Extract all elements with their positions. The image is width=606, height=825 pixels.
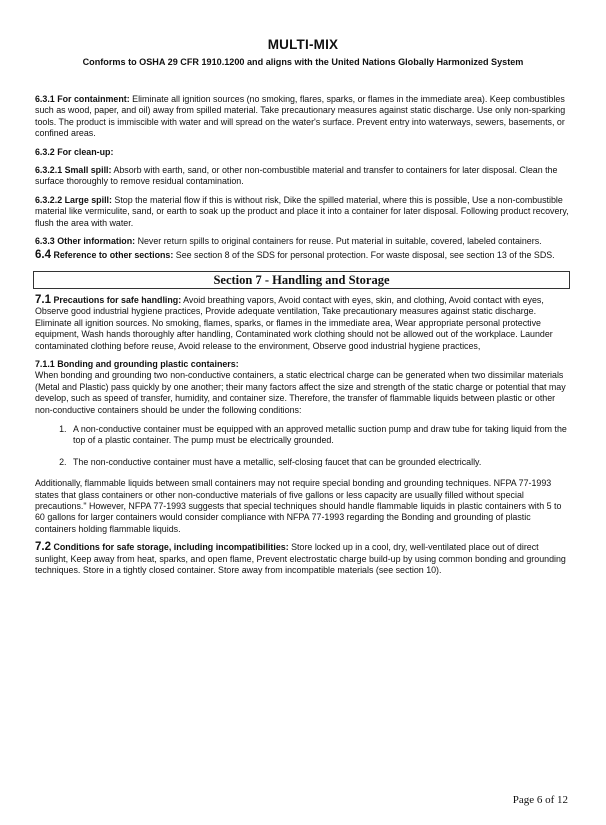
section-6-3-2-2	[35, 195, 570, 229]
section-7-2	[35, 542, 570, 576]
section-6-3-2	[35, 147, 570, 158]
section-6-4	[35, 250, 570, 261]
section-6-4-number: 6.4	[35, 249, 51, 262]
section-7-1	[35, 295, 570, 352]
section-7-1-1-additional: Additionally, flammable liquids between small containers may not require special bonding and grounding techniques. NFPA 77-1993 states that glass containers or other non-conductive materials of five gallons or less capacity are usually filled without special precautions." However, NFPA 77-1993 suggests that special techniques should handle flammable liquids in plastic containers with 5 to 60 gallons for larger containers would consider compliance with NFPA 77-1993 regarding the Bonding and grounding of plastic containers holding flammable liquids.	[35, 478, 562, 534]
section-6-3-2-1	[35, 165, 570, 188]
section-6-3-2-1-text: Absorb with earth, sand, or other non-combustible material and transfer to containers for later disposal. Clean the surface thoroughly to remove residual contamination.	[35, 165, 558, 187]
section-6-4-text: See section 8 of the SDS for personal protection. For waste disposal, see section 13 of the SDS.	[173, 250, 555, 261]
section-6-4-heading: Reference to other sections:	[51, 250, 174, 261]
section-7-1-number: 7.1	[35, 293, 51, 306]
section-7-2-heading: Conditions for safe storage, including incompatibilities:	[51, 542, 289, 553]
section-6-3-2-2-heading: 6.3.2.2 Large spill:	[35, 194, 112, 205]
list-item: 2. The non-conductive container must have a metallic, self-closing faucet that can be grounded electrically.	[69, 457, 570, 468]
section-7-1-text: Avoid breathing vapors, Avoid contact with eyes, skin, and clothing, Avoid contact with eyes, Observe good industrial hygiene practices, Provide adequate ventilation, Take precautionary measures against static discharge. Eliminate all ignition sources. No smoking, flames, sparks, or flames in the immediate area, Wear appropriate personal protective equipment, Wash hands thoroughly after handling, Contaminated work clothing should not be allowed out of the workplace. Launder contaminated clothing before reuse, Avoid release to the environment, Observe good industrial hygiene practices,	[35, 294, 553, 351]
section-6-3-2-heading: 6.3.2 For clean-up:	[35, 146, 114, 157]
section-6-3-3	[35, 236, 570, 247]
conditions-list	[35, 424, 570, 468]
document-subtitle: Conforms to OSHA 29 CFR 1910.1200 and aligns with the United Nations Globally Harmonized System	[82, 57, 524, 67]
list-item: 1. A non-conductive container must be equipped with an approved metallic suction pump and draw tube for taking liquid from the top of a plastic container. The pump must be electrically grounded.	[69, 424, 570, 447]
section-6-3-3-text: Never return spills to original containers for reuse. Put material in suitable, covered, labeled containers.	[135, 236, 542, 247]
section-7-1-1	[35, 359, 570, 535]
section-7-1-heading: Precautions for safe handling:	[51, 294, 182, 305]
section-7-2-text: Store locked up in a cool, dry, well-ventilated place out of direct sunlight, Keep away from heat, sparks, and open flame, Prevent electrostatic charge build-up by using common bonding and grounding techniques. Store in a tightly closed container. Store away from incompatible materials (see section 10).	[35, 542, 566, 575]
section-6-3-2-2-text: Stop the material flow if this is without risk, Dike the spilled material, where this is possible, Use a non-combustible material like vermiculite, sand, or earth to soak up the product and place it into a container for later disposal. Following product recovery, flush the area with water.	[35, 194, 569, 228]
section-7-header: Section 7 - Handling and Storage	[33, 271, 570, 289]
section-6-3-1	[35, 94, 570, 140]
document-title: MULTI-MIX	[267, 37, 339, 52]
document-body	[35, 94, 570, 583]
section-7-1-1-text: When bonding and grounding two non-conductive containers, a static electrical charge can be generated when two dissimilar materials (Metal and Plastic) pass quickly by one another; their many factors affect the size and strength of the static charge or potential that may develop, such as speed of transfer, humidity, and container size. Therefore, the transfer of flammable liquids between plastic or other non-conductive containers should be under the following conditions:	[35, 370, 566, 415]
section-7-2-number: 7.2	[35, 541, 51, 554]
page-number: Page 6 of 12	[512, 794, 568, 806]
section-7-1-1-heading: 7.1.1 Bonding and grounding plastic containers:	[35, 358, 239, 369]
section-6-3-1-heading: 6.3.1 For containment:	[35, 94, 130, 104]
section-6-3-1-text: Eliminate all ignition sources (no smoking, flares, sparks, or flames in the immediate area). Keep combustibles such as wood, paper, and oil) away from spilled material. Take precautionary measures against static discharge. Use only non-sparking tools. The product is immiscible with water and will spread on the water's surface. Prevent entry into waterways, sewers, basements, or confined areas.	[35, 94, 566, 139]
section-6-3-3-heading: 6.3.3 Other information:	[35, 236, 136, 247]
section-6-3-2-1-heading: 6.3.2.1 Small spill:	[35, 165, 112, 176]
